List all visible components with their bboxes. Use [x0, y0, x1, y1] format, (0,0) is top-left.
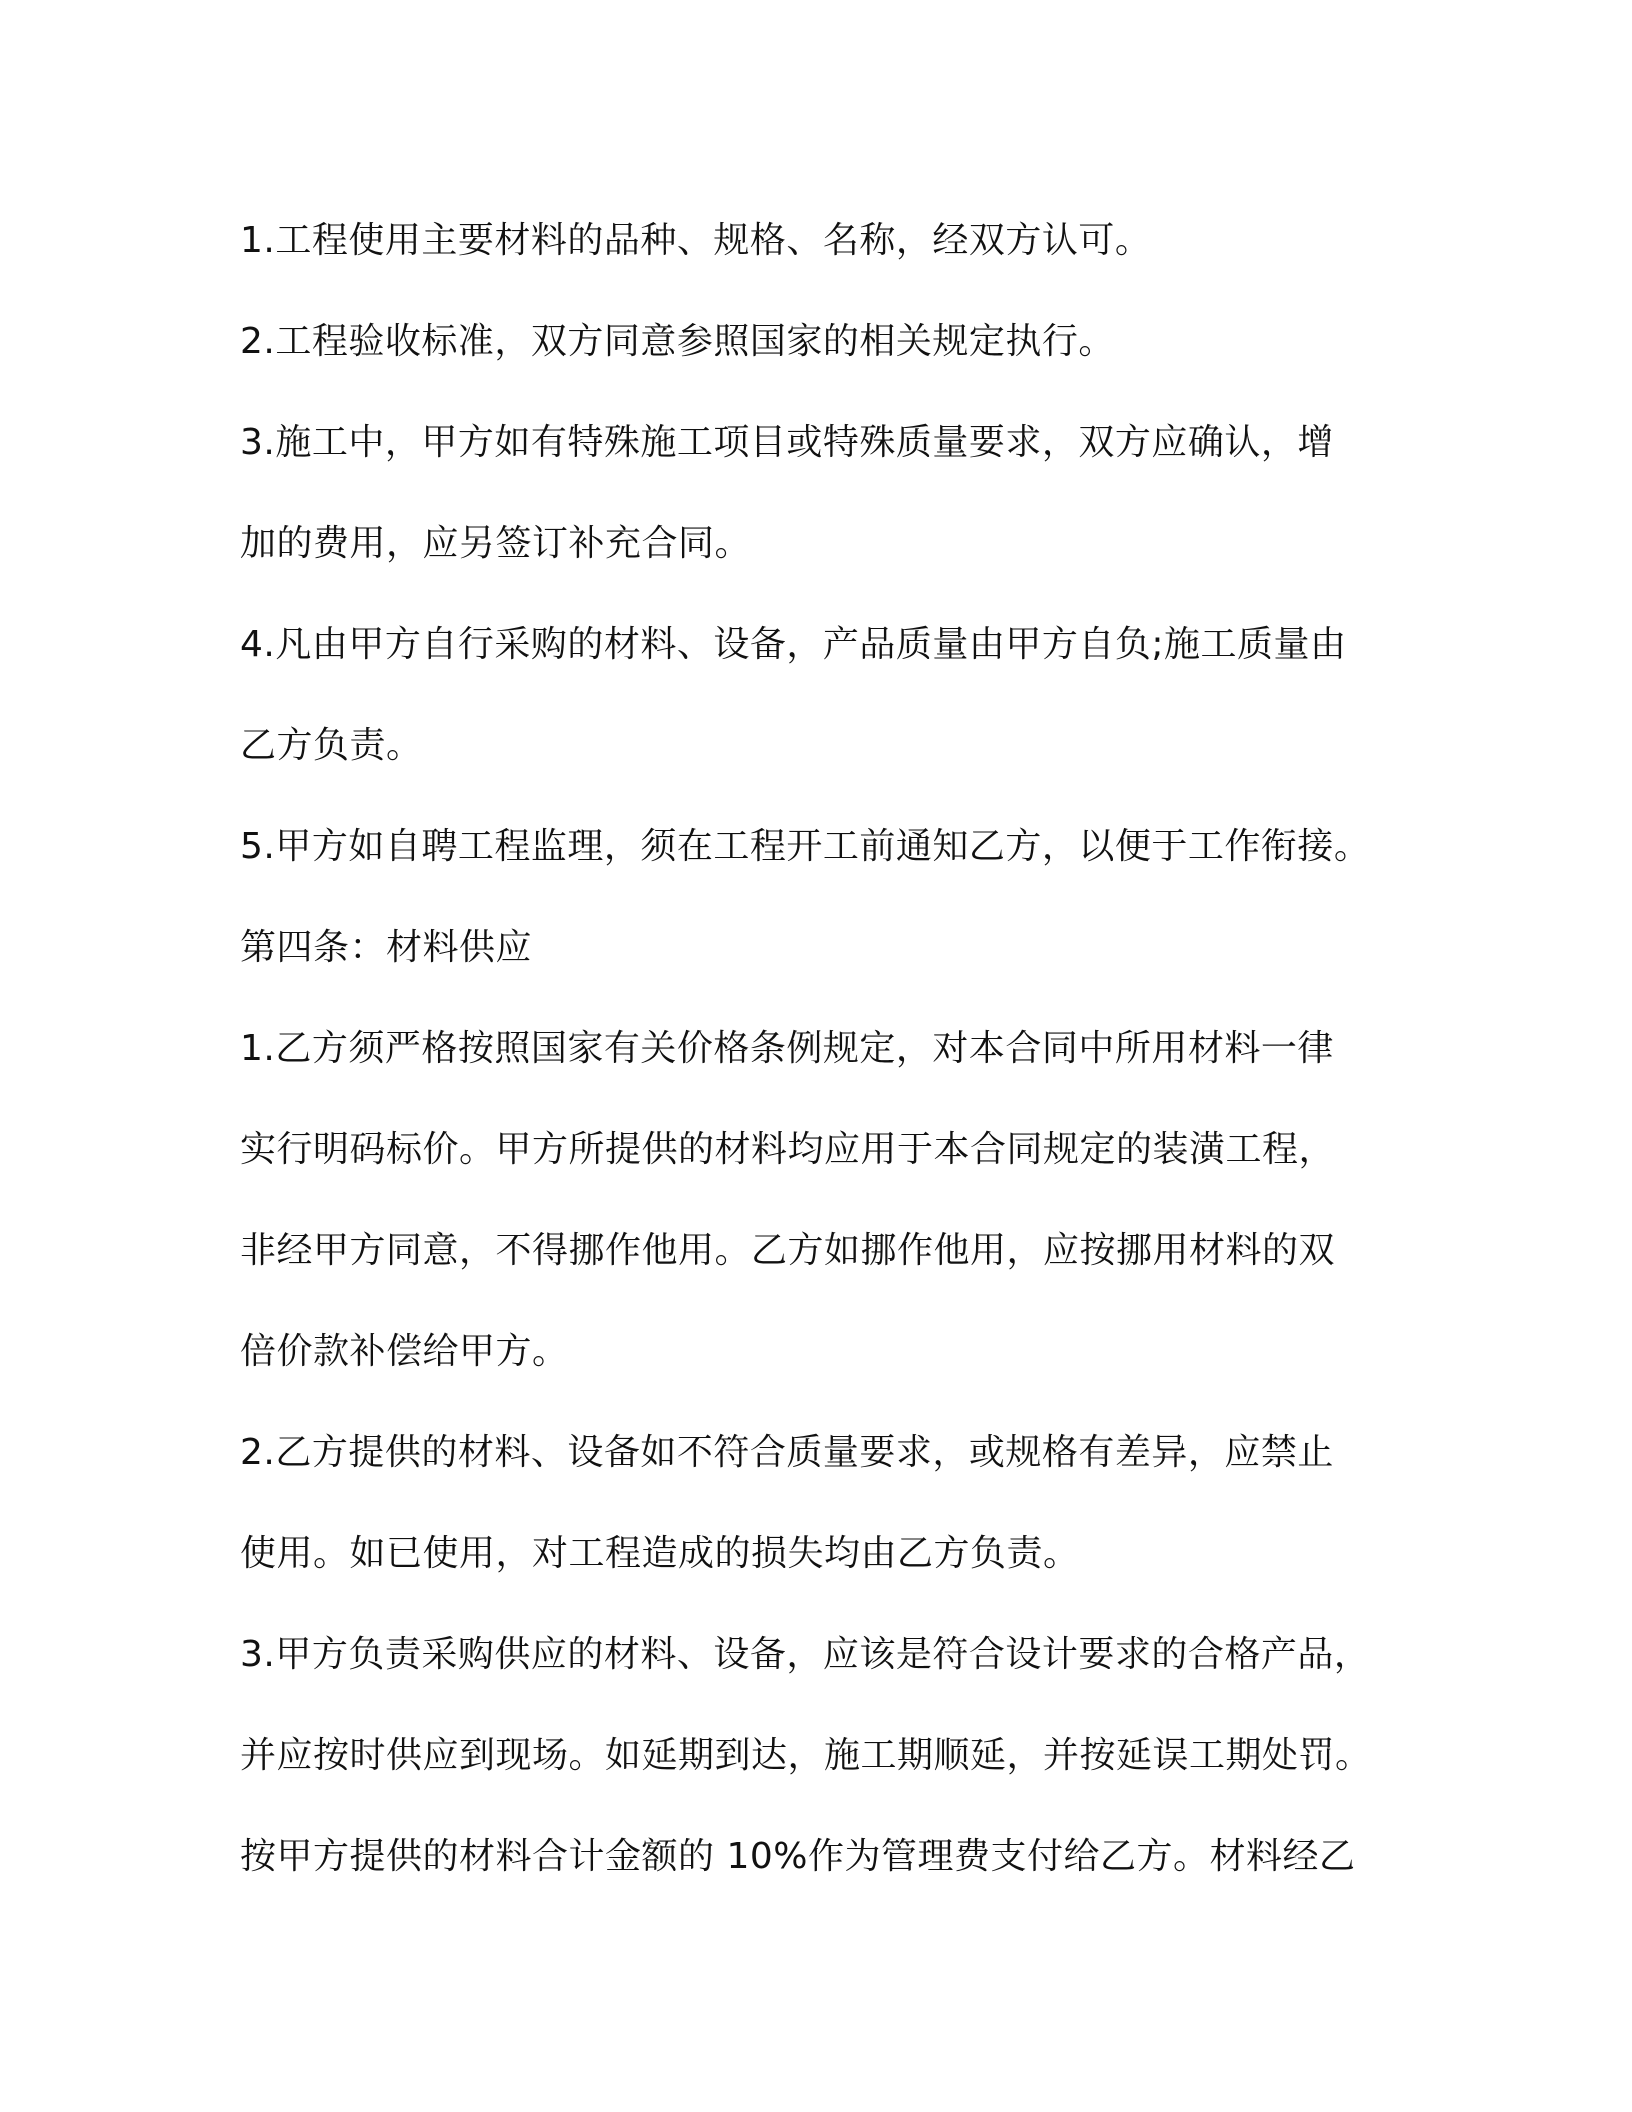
section-heading-article-4: 第四条：材料供应 — [240, 927, 533, 968]
clause-4-item-1-line-4: 倍价款补偿给甲方。 — [240, 1331, 569, 1372]
clause-4-item-3-line-1: 3.甲方负责采购供应的材料、设备，应该是符合设计要求的合格产品， — [240, 1634, 1371, 1675]
clause-4-item-1-line-3: 非经甲方同意，不得挪作他用。乙方如挪作他用，应按挪用材料的双 — [240, 1230, 1336, 1271]
clause-4-item-1-line-1: 1.乙方须严格按照国家有关价格条例规定，对本合同中所用材料一律 — [240, 1028, 1334, 1069]
clause-3-item-4-line-1: 4.凡由甲方自行采购的材料、设备，产品质量由甲方自负;施工质量由 — [240, 624, 1347, 665]
document-body — [240, 190, 1390, 1907]
clause-3-item-4-line-2: 乙方负责。 — [240, 725, 423, 766]
clause-4-item-3-line-2: 并应按时供应到现场。如延期到达，施工期顺延，并按延误工期处罚。 — [240, 1735, 1372, 1776]
clause-4-item-2-line-2: 使用。如已使用，对工程造成的损失均由乙方负责。 — [240, 1533, 1080, 1574]
clause-3-item-5-line: 5.甲方如自聘工程监理，须在工程开工前通知乙方，以便于工作衔接。 — [240, 826, 1371, 867]
clause-3-item-3-line-1: 3.施工中，甲方如有特殊施工项目或特殊质量要求，双方应确认，增 — [240, 422, 1334, 463]
clause-4-item-2-line-1: 2.乙方提供的材料、设备如不符合质量要求，或规格有差异，应禁止 — [240, 1432, 1334, 1473]
clause-4-item-1-line-2: 实行明码标价。甲方所提供的材料均应用于本合同规定的装潢工程， — [240, 1129, 1336, 1170]
clause-3-item-1-line: 1.工程使用主要材料的品种、规格、名称，经双方认可。 — [240, 220, 1152, 261]
clause-4-item-3-line-3: 按甲方提供的材料合计金额的 10%作为管理费支付给乙方。材料经乙 — [240, 1836, 1356, 1877]
clause-3-item-3-line-2: 加的费用，应另签订补充合同。 — [240, 523, 752, 564]
clause-3-item-2-line: 2.工程验收标准，双方同意参照国家的相关规定执行。 — [240, 321, 1115, 362]
